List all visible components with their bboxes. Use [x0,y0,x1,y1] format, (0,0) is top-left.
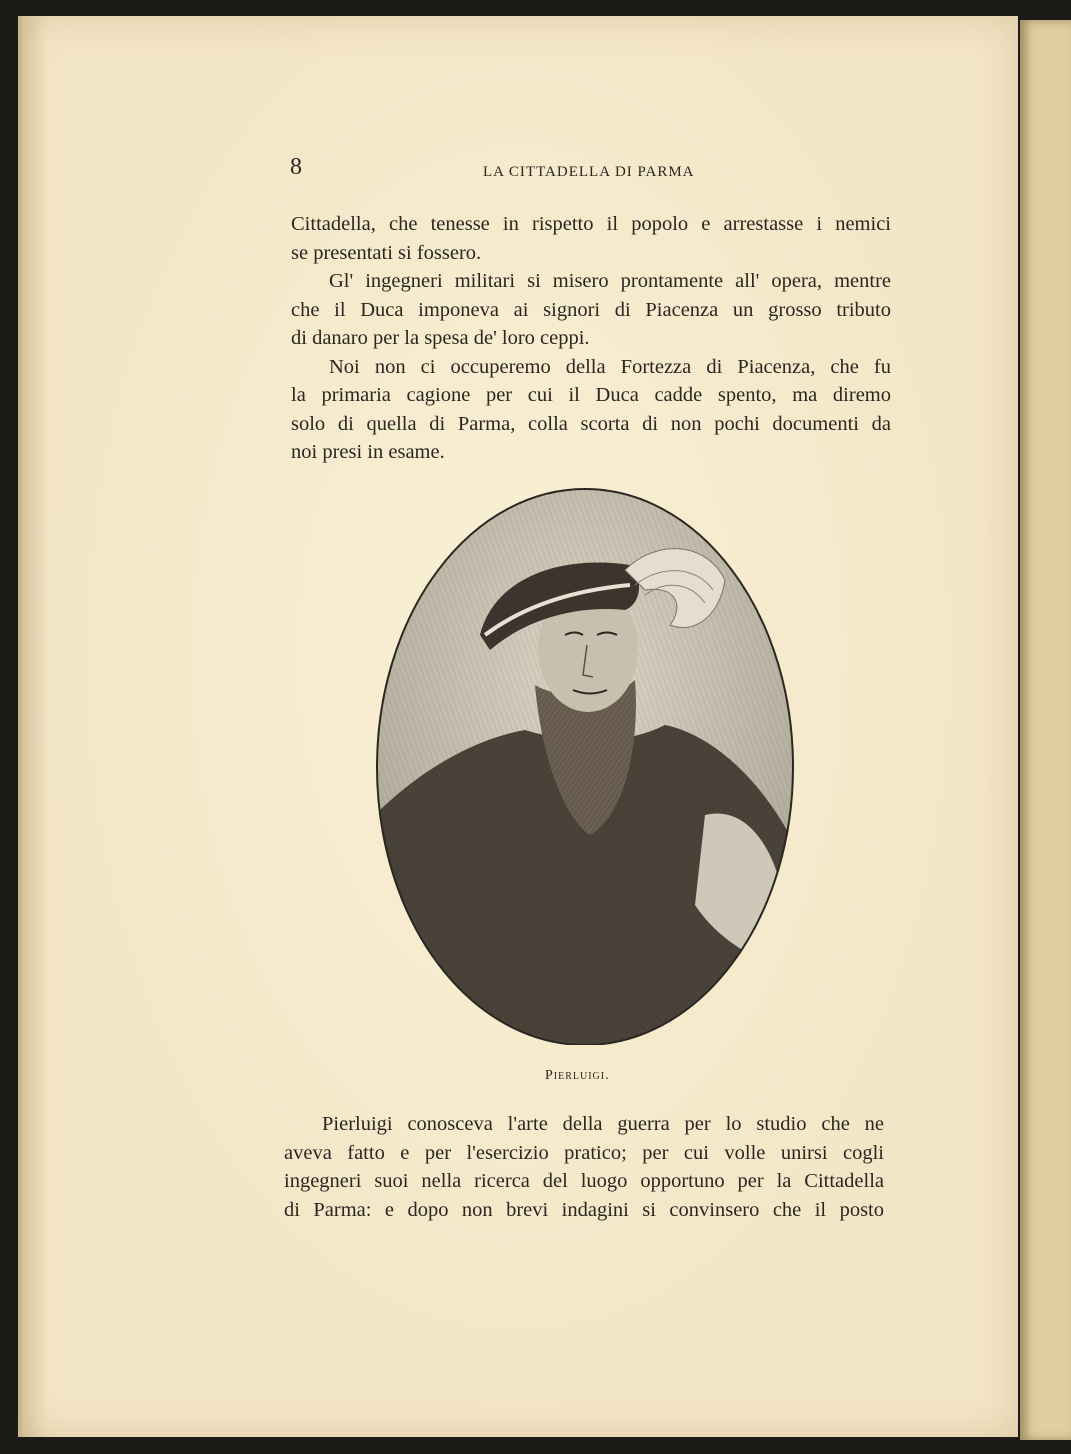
text-line: Noi non ci occuperemo della Fortezza di Piacenza, che fu [329,355,891,378]
text-line: se presentati si fossero. [291,241,482,264]
page-number: 8 [290,154,302,180]
engraved-oval-portrait-icon [375,485,795,1045]
running-head [290,154,890,190]
text-line: di Parma: e dopo non brevi indagini si convinsero che il posto [284,1198,884,1221]
text-line: che il Duca imponeva ai signori di Piacenza un grosso tributo [291,298,891,321]
text-block-top [291,210,891,467]
text-line: Pierluigi conosceva l'arte della guerra per lo studio che ne [322,1113,884,1135]
text-line: aveva fatto e per l'esercizio pratico; per cui volle unirsi cogli [284,1141,884,1164]
page-binding-edge [18,16,22,1437]
portrait-illustration [375,485,795,1045]
figure-caption: Pierluigi. [545,1068,610,1083]
text-line: la primaria cagione per cui il Duca cadde spento, ma diremo [291,384,891,406]
text-line: Cittadella, che tenesse in rispetto il popolo e arrestasse i nemici [291,213,891,235]
running-title: LA CITTADELLA DI PARMA [483,164,695,180]
text-line: noi presi in esame. [291,441,445,463]
text-line: di danaro per la spesa de' loro ceppi. [291,327,590,349]
text-block-bottom [284,1110,884,1224]
adjacent-page-edge [1020,20,1071,1440]
text-line: solo di quella di Parma, colla scorta di non pochi documenti da [291,412,891,435]
text-line: Gl' ingegneri militari si misero prontamente all' opera, mentre [329,270,891,292]
text-line: ingegneri suoi nella ricerca del luogo opportuno per la Cittadella [284,1170,884,1192]
